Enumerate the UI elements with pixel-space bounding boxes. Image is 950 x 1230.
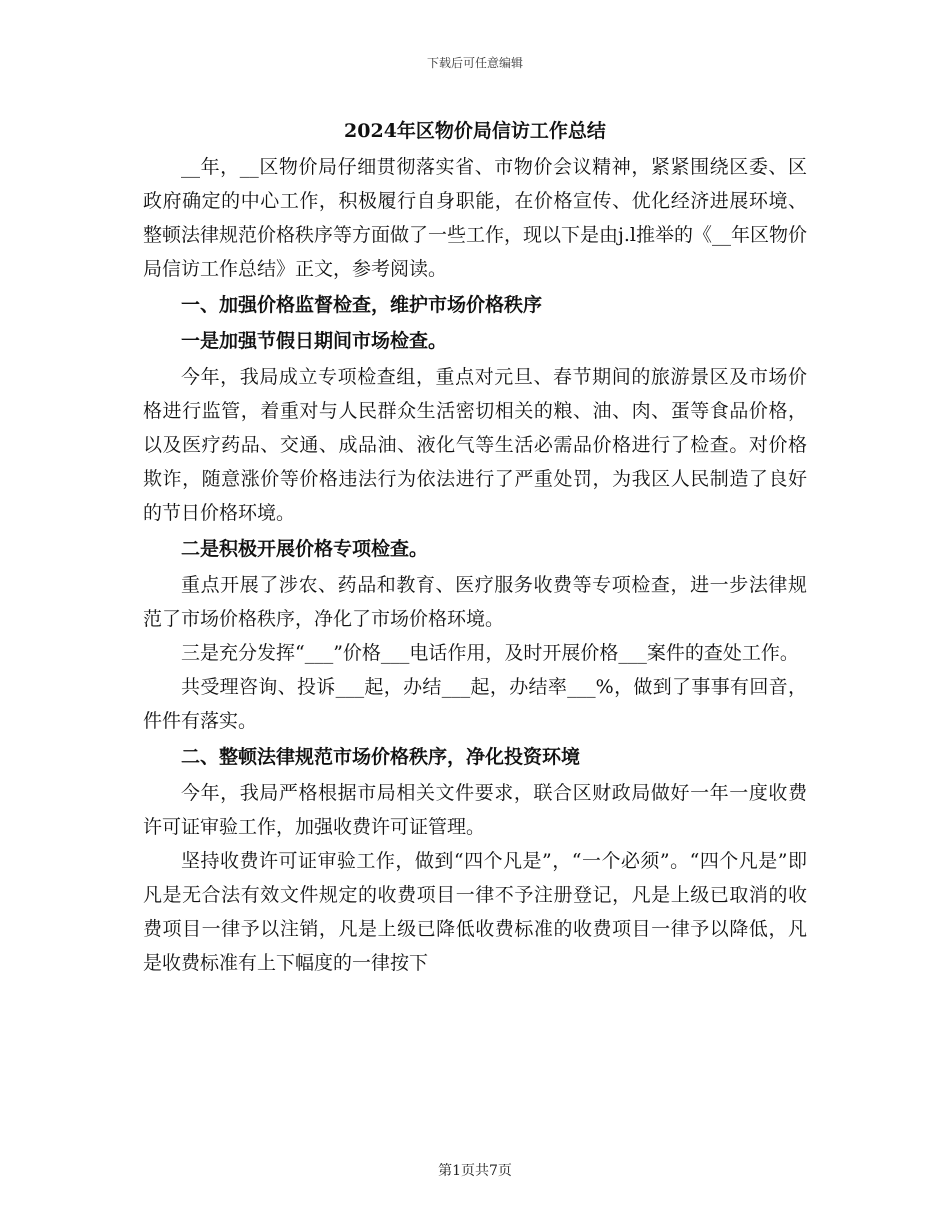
- section-heading-1: 一、加强价格监督检查，维护市场价格秩序: [181, 294, 543, 316]
- paragraph-special-check: 重点开展了涉农、药品和教育、医疗服务收费等专项检查，进一步法律规范了市场价格秩序，净化了市场价格环境。: [143, 574, 807, 630]
- document-body: [143, 150, 807, 980]
- paragraph-license-review: 今年，我局严格根据市局相关文件要求，联合区财政局做好一年一度收费许可证审验工作，加强收费许可证管理。: [143, 782, 807, 838]
- paragraph-complaints: 共受理咨询、投诉___起，办结___起，办结率___%，做到了事事有回音，件件有落实。: [143, 676, 807, 732]
- paragraph-holiday-check: 今年，我局成立专项检查组，重点对元旦、春节期间的旅游景区及市场价格进行监管，着重对与人民群众生活密切相关的粮、油、肉、蛋等食品价格，以及医疗药品、交通、成品油、液化气等生活必需品价格进行了检查。对价格欺诈，随意涨价等价格违法行为依法进行了严重处罚，为我区人民制造了良好的节日价格环境。: [143, 366, 807, 524]
- section-heading-2: 二、整顿法律规范市场价格秩序，净化投资环境: [181, 746, 581, 768]
- paragraph-hotline: 三是充分发挥“___”价格___电话作用，及时开展价格___案件的查处工作。: [181, 642, 799, 664]
- paragraph-four-rules: 坚持收费许可证审验工作，做到“四个凡是”，“一个必须”。“四个凡是”即凡是无合法有效文件规定的收费项目一律不予注册登记，凡是上级已取消的收费项目一律予以注销，凡是上级已降低收费标准的收费项目一律予以降低，凡是收费标准有上下幅度的一律按下: [143, 850, 807, 974]
- subheading-special-check: 二是积极开展价格专项检查。: [181, 538, 429, 560]
- paragraph-intro: __年，__区物价局仔细贯彻落实省、市物价会议精神，紧紧围绕区委、区政府确定的中心工作，积极履行自身职能，在价格宣传、优化经济进展环境、整顿法律规范价格秩序等方面做了一些工作，现以下是由j.l推举的《__年区物价局信访工作总结》正文，参考阅读。: [143, 156, 808, 280]
- header-note: 下载后可任意编辑: [426, 56, 523, 70]
- subheading-holiday-check: 一是加强节假日期间市场检查。: [181, 330, 448, 352]
- page-footer: 第1页共7页: [438, 1163, 512, 1179]
- document-title: 2024年区物价局信访工作总结: [344, 120, 606, 142]
